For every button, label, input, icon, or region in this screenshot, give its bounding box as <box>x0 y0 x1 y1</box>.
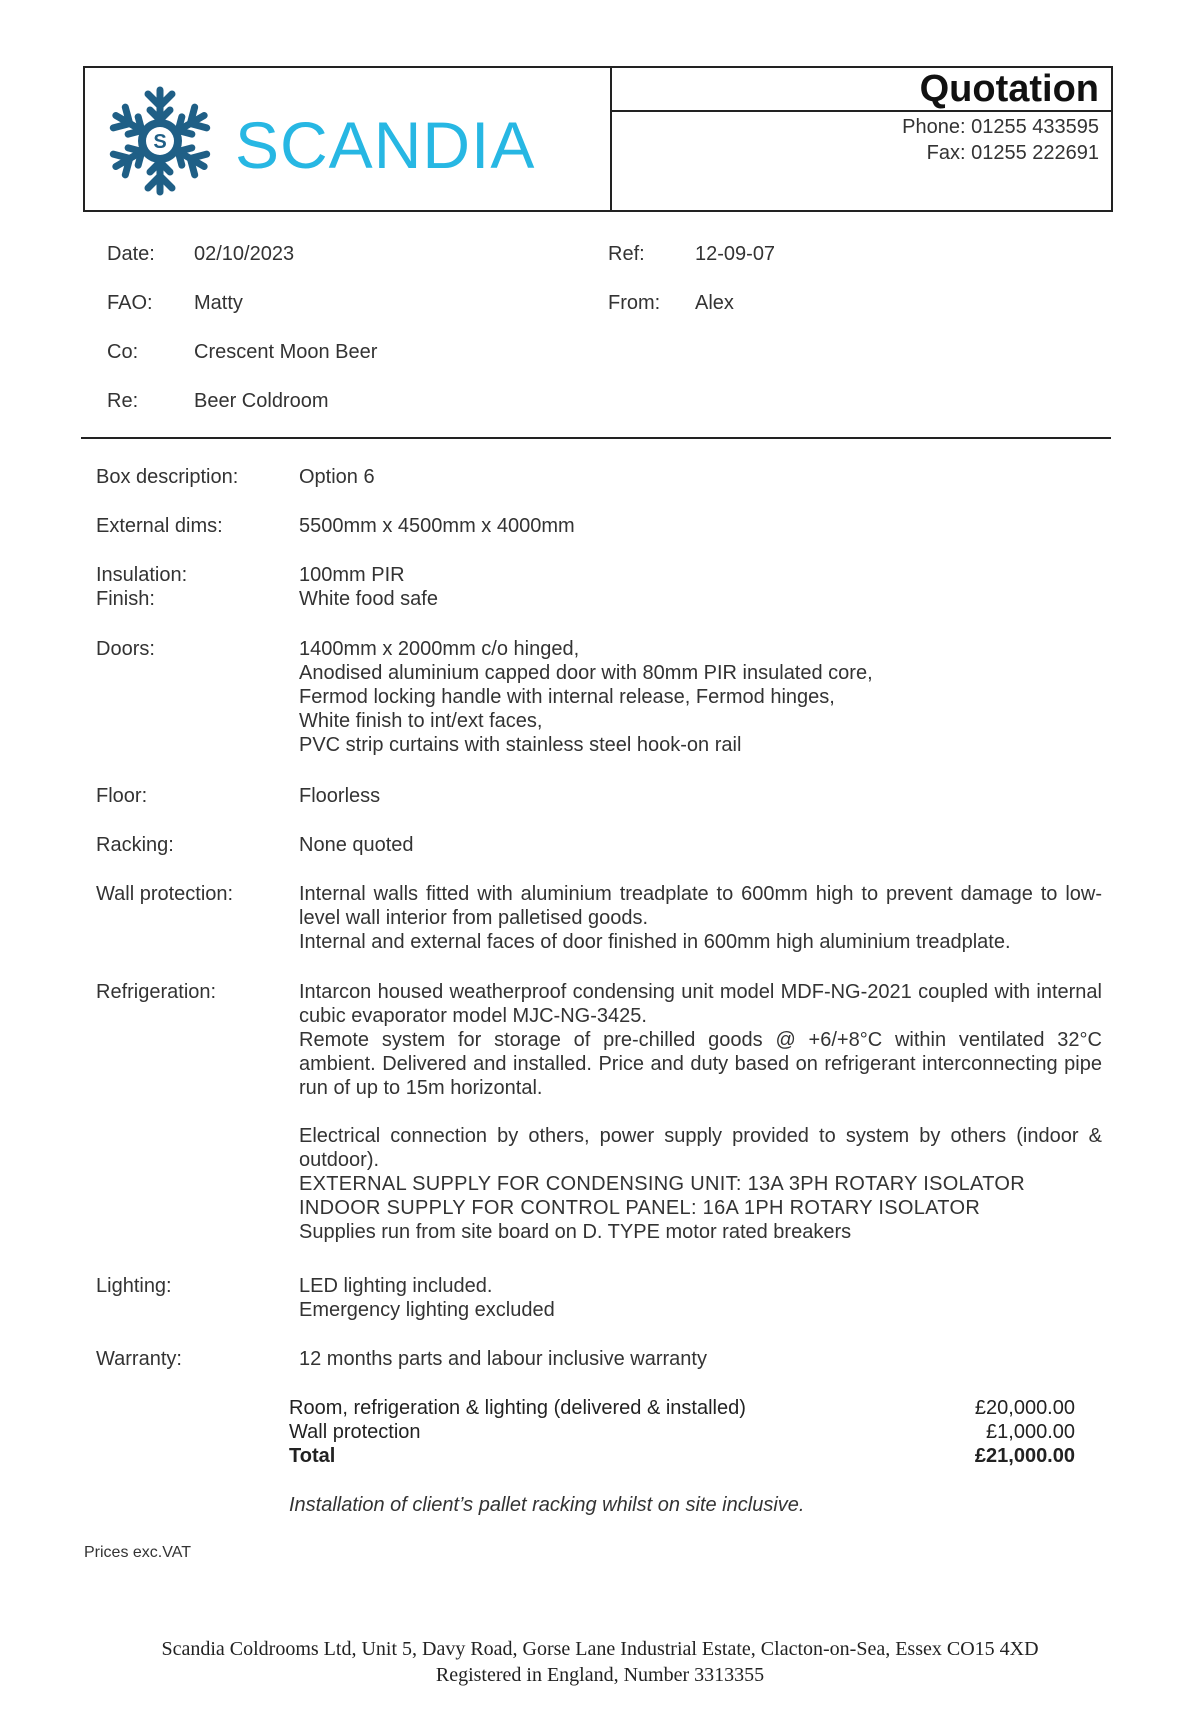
meta-fao <box>107 292 243 315</box>
price-total-row <box>289 1444 1075 1468</box>
meta-value: Matty <box>194 292 243 314</box>
meta-from <box>608 292 734 315</box>
meta-value: Crescent Moon Beer <box>194 341 378 363</box>
spec-label: Wall protection: <box>96 883 234 905</box>
finish-value: White food safe <box>299 588 438 610</box>
spec-value: None quoted <box>299 834 414 856</box>
snowflake-icon <box>101 82 219 200</box>
header-divider-vertical <box>610 68 612 210</box>
meta-date <box>107 243 294 266</box>
spec-label: Box description: <box>96 466 239 488</box>
spec-label: External dims: <box>96 515 223 537</box>
meta-company <box>107 341 377 364</box>
spec-label: Refrigeration: <box>96 981 217 1003</box>
meta-value: Beer Coldroom <box>194 390 329 412</box>
meta-value: 02/10/2023 <box>194 243 295 265</box>
phone-number: Phone: 01255 433595 <box>902 116 1099 138</box>
spec-value <box>299 980 1102 1244</box>
spec-label: Lighting: <box>96 1275 172 1297</box>
wall-paragraph: Internal and external faces of door finished in 600mm high aluminium treadplate. <box>299 931 1011 953</box>
letterhead <box>83 66 1113 212</box>
spec-value <box>299 563 1102 611</box>
doors-line: White finish to int/ext faces, <box>299 710 543 732</box>
pricing-table <box>289 1396 1075 1468</box>
refrigeration-paragraph: Intarcon housed weatherproof condensing unit model MDF-NG-2021 coupled with internal cubic evaporator model MJC-NG-3425. <box>299 981 1102 1027</box>
fax-number: Fax: 01255 222691 <box>926 142 1099 164</box>
spec-label: Warranty: <box>96 1348 182 1370</box>
refrigeration-paragraph: EXTERNAL SUPPLY FOR CONDENSING UNIT: 13A 3PH ROTARY ISOLATOR <box>299 1173 1025 1195</box>
spec-value <box>299 1274 1102 1322</box>
spec-label: Floor: <box>96 785 148 807</box>
spec-value: 12 months parts and labour inclusive warranty <box>299 1348 707 1370</box>
company-footer <box>0 1636 1200 1688</box>
doors-line: PVC strip curtains with stainless steel hook-on rail <box>299 734 742 756</box>
spec-value: 5500mm x 4500mm x 4000mm <box>299 515 575 537</box>
spec-value <box>299 882 1102 954</box>
lighting-line: Emergency lighting excluded <box>299 1299 555 1321</box>
price-row <box>289 1420 1075 1444</box>
logo-letter: S <box>153 131 167 153</box>
contact-details <box>902 114 1099 166</box>
insulation-value: 100mm PIR <box>299 564 405 586</box>
lighting-line: LED lighting included. <box>299 1275 493 1297</box>
spec-label <box>96 563 187 611</box>
meta-value: 12-09-07 <box>695 243 776 265</box>
refrigeration-paragraph: INDOOR SUPPLY FOR CONTROL PANEL: 16A 1PH ROTARY ISOLATOR <box>299 1197 981 1219</box>
footer-registration: Registered in England, Number 3313355 <box>435 1664 765 1686</box>
price-description: Wall protection <box>289 1421 421 1443</box>
insulation-label: Insulation: <box>96 564 188 586</box>
vat-note: Prices exc.VAT <box>84 1544 191 1561</box>
refrigeration-paragraph: Supplies run from site board on D. TYPE motor rated breakers <box>299 1221 852 1243</box>
header-divider-horizontal <box>610 110 1111 112</box>
price-description: Room, refrigeration & lighting (delivered & installed) <box>289 1397 746 1419</box>
meta-label: Date: <box>107 243 155 265</box>
doors-line: Fermod locking handle with internal release, Fermod hinges, <box>299 686 835 708</box>
spec-value: Option 6 <box>299 466 375 488</box>
meta-label: FAO: <box>107 292 153 314</box>
spec-value <box>299 637 1102 757</box>
footer-address: Scandia Coldrooms Ltd, Unit 5, Davy Road, Gorse Lane Industrial Estate, Clacton-on-Sea, Essex CO15 4XD <box>161 1638 1039 1660</box>
meta-label: Re: <box>107 390 139 412</box>
spec-value: Floorless <box>299 785 381 807</box>
meta-label: Ref: <box>608 243 645 265</box>
section-divider <box>81 437 1111 439</box>
doors-line: Anodised aluminium capped door with 80mm PIR insulated core, <box>299 662 873 684</box>
total-amount: £21,000.00 <box>974 1445 1075 1467</box>
doors-line: 1400mm x 2000mm c/o hinged, <box>299 638 580 660</box>
price-row <box>289 1396 1075 1420</box>
price-amount: £20,000.00 <box>974 1397 1075 1419</box>
wall-paragraph: Internal walls fitted with aluminium treadplate to 600mm high to prevent damage to low-level wall interior from palletised goods. <box>299 883 1102 929</box>
company-logo <box>101 82 571 200</box>
spec-label: Racking: <box>96 834 174 856</box>
pricing-note: Installation of client’s pallet racking whilst on site inclusive. <box>289 1494 805 1516</box>
refrigeration-paragraph: Remote system for storage of pre-chilled goods @ +6/+8°C within ventilated 32°C ambient. Delivered and installed. Price and duty based on refrigerant interconnecting pipe run of up to 15m horizontal. <box>299 1029 1102 1099</box>
meta-value: Alex <box>695 292 734 314</box>
total-label: Total <box>289 1445 336 1467</box>
finish-label: Finish: <box>96 588 155 610</box>
price-amount: £1,000.00 <box>986 1421 1075 1443</box>
meta-label: From: <box>608 292 661 314</box>
brand-name: SCANDIA <box>235 108 536 182</box>
refrigeration-paragraph: Electrical connection by others, power supply provided to system by others (indoor & outdoor). <box>299 1125 1102 1171</box>
spec-label: Doors: <box>96 638 155 660</box>
meta-label: Co: <box>107 341 139 363</box>
meta-subject <box>107 390 329 413</box>
document-title: Quotation <box>919 68 1099 110</box>
meta-ref <box>608 243 775 266</box>
